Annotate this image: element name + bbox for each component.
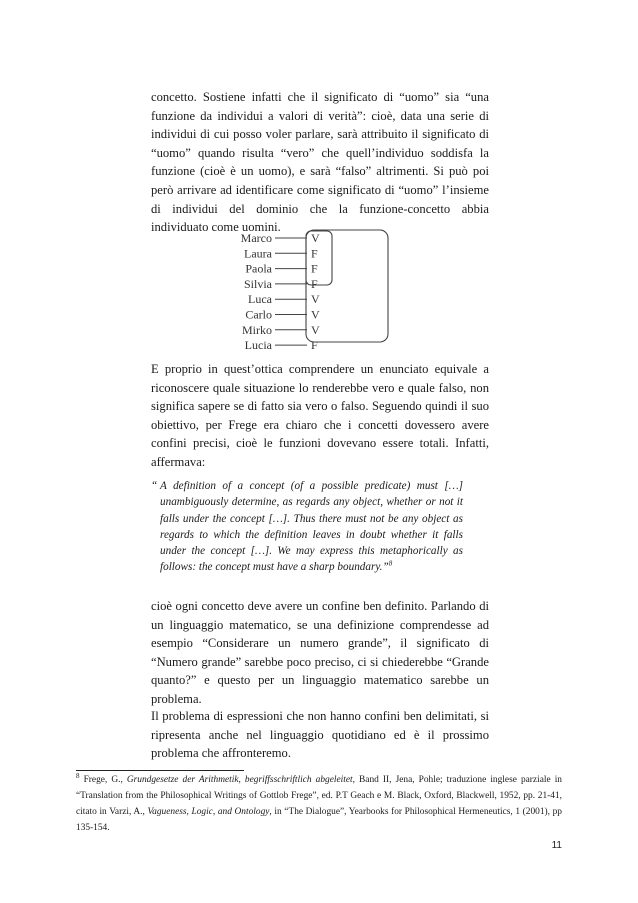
footnote-title-2: Vagueness, Logic, and Ontology [147, 807, 270, 817]
truth-value-diagram [222, 226, 394, 358]
diagram-name-carlo: Carlo [245, 307, 272, 322]
truth-value-diagram-svg [222, 226, 394, 358]
diagram-name-paola: Paola [245, 261, 272, 276]
footnote-8 [76, 772, 562, 836]
quote-text: A definition of a concept (of a possible predicate) must […] unambiguously determine, as regards any object, whether or not it falls under the concept […]. Thus there must not be any object as regards to which the definition leaves in doubt whether it falls under the concept […]. We may express this metaphorically as follows: the concept must have a sharp boundary.” [160, 480, 463, 574]
paragraph-sharp-boundary: cioè ogni concetto deve avere un confine ben definito. Parlando di un linguaggio matematico, se una definizione comprendesse ad esempio “Considerare un numero grande”, il significato di “Numero grande” sarebbe poco preciso, ci si chiederebbe “Grande quanto?” e questo per un linguaggio matematico sarebbe un problema. [151, 599, 489, 706]
footnote-number: 8 [76, 771, 80, 780]
diagram-value-carlo: V [311, 307, 320, 322]
diagram-name-laura: Laura [244, 246, 272, 261]
paragraph-understanding-statement: E proprio in quest’ottica comprendere un enunciato equivale a riconoscere quale situazione lo renderebbe vero e quale falso, non significa sapere se di fatto sia vero o falso. Seguendo quindi il suo obiettivo, per Frege era chiaro che i concetti dovessero avere confini precisi, cioè le funzioni dovevano essere totali. Infatti, affermava: [151, 362, 489, 469]
footnote-separator [76, 770, 244, 771]
footnote-text-1: Frege, G., [79, 775, 127, 785]
diagram-value-paola: F [311, 261, 318, 276]
diagram-name-silvia: Silvia [243, 276, 272, 291]
diagram-name-lucia: Lucia [244, 338, 272, 353]
quote-body [151, 478, 463, 576]
diagram-name-luca: Luca [248, 292, 272, 307]
diagram-name-marco: Marco [240, 231, 272, 245]
diagram-value-silvia: F [311, 276, 318, 291]
footnote-text-3: , in “The Dialogue”, Yearbooks for Philosophical Hermeneutics, 1 (2001), pp 135-154. [76, 807, 562, 833]
diagram-value-mirko: V [311, 322, 320, 337]
footnote-title-1: Grundgesetze der Arithmetik, begriffsschriftlich abgeleitet [126, 775, 353, 785]
diagram-value-marco: V [311, 231, 320, 245]
frege-quotation [151, 478, 463, 576]
diagram-name-mirko: Mirko [242, 322, 272, 337]
paragraph-everyday-language: Il problema di espressioni che non hanno confini ben delimitati, si ripresenta anche nel linguaggio quotidiano ed è il prossimo problema che affronteremo. [151, 709, 489, 761]
quote-open-mark: “ [151, 480, 158, 492]
diagram-value-luca: V [311, 292, 320, 307]
diagram-value-lucia: F [311, 338, 318, 353]
diagram-value-laura: F [311, 246, 318, 261]
paragraph-concept-function: concetto. Sostiene infatti che il significato di “uomo” sia “una funzione da individui a valori di verità”: cioè, data una serie di individui di cui posso voler parlare, sarà attribuito il significato di “uomo” quando risulta “vero” che quell’individuo soddisfa la funzione (cioè è un uomo), e sarà “falso” altrimenti. Si può poi però arrivare ad identificare come significato di “uomo” l’insieme di individui del dominio che la funzione-concetto abbia individuato come uomini. [151, 90, 489, 235]
footnote-text-2: , Band II, Jena, Pohle; traduzione inglese parziale in “Translation from the Philosophical Writings of Gottlob Frege”, ed. P.T Geach e M. Black, Oxford, Blackwell, 1952, pp. 21-41, citato in Varzi, A., [76, 775, 562, 817]
page-number: 11 [551, 840, 562, 851]
quote-footnote-ref[interactable]: 8 [388, 559, 393, 568]
